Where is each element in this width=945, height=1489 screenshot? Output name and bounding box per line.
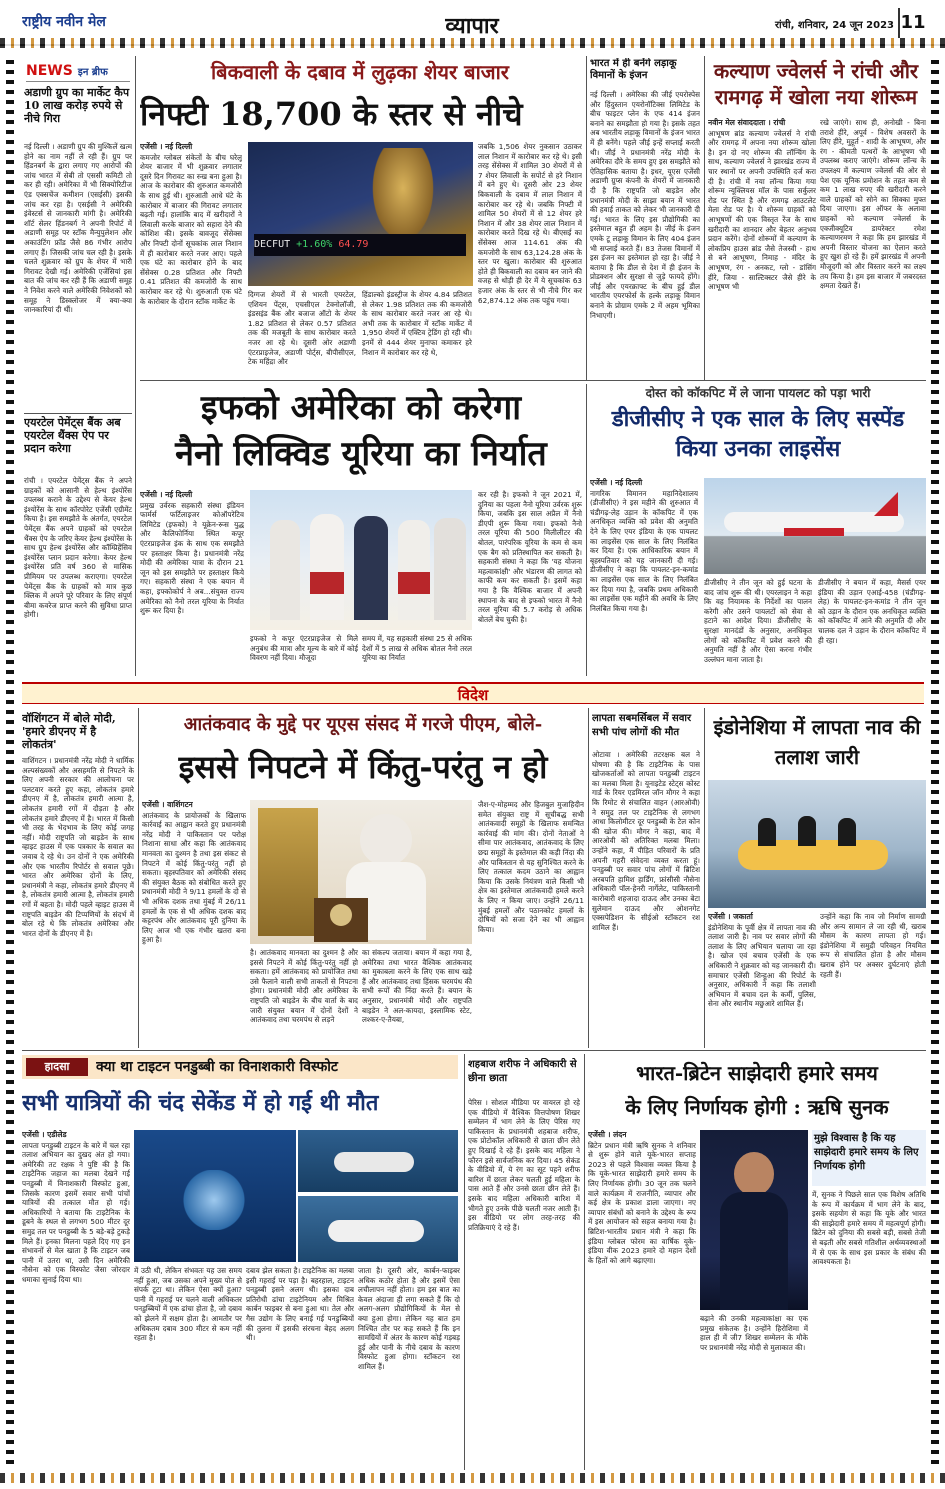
person-icon xyxy=(398,520,430,620)
dgca-kicker: दोस्त को कॉकपिट में ले जाना पायलट को पड़ा भारी xyxy=(645,386,871,400)
sunak-quote: मुझे विश्वास है कि यह साझेदारी हमारे समय के लिए निर्णायक होगी xyxy=(812,1130,926,1186)
sunak-caption: बढ़ाने की उनकी महत्वाकांक्षा का एक प्रमुख संकेतक है। उन्होंने हिरोशिमा में हाल ही में जी7 शिखर सम्मेलन के मौके पर प्रधानमंत्री नरेंद्र मोदी से मुलाकात की। xyxy=(700,1314,808,1352)
terror-body-2: है। आतंकवाद मानवता का दुश्मन है और इससे निपटने में कोई किंतु-परंतु नहीं हो सकता। हमें आतंकवाद को प्रायोजित तथा उसे फैलाने वाली सभी ताकतों से निपटना होगा। प्रधानमंत्री मोदी और अमेरिका के राष्ट्रपति जो बाइडेन के बीच वार्ता के बाद जारी संयुक्त बयान में दोनों देशों ने आतंकवाद तथा चरमपंथ से लड़ने xyxy=(250,948,358,1025)
indonesia-body-col1 xyxy=(708,912,816,1046)
dateline: रांची, शनिवार, 24 जून 2023 xyxy=(774,20,894,31)
dgca-headline: डीजीसीए ने एक साल के लिए सस्पेंड किया उनका लाइसेंस xyxy=(611,406,905,462)
indonesia-body-1: इंडोनेशिया के पूर्वी क्षेत्र में लापता नाव की तलाश जारी है। नाव पर सवार लोगों की तलाश के लिए अभियान चलाया जा रहा है। खोज एवं बचाव एजेंसी के एक अधिकारी ने शुक्रवार को यह जानकारी दी। समाचार एजेंसी शिन्हुआ की रिपोर्ट के अनुसार, अधिकारी ने कहा कि तलाशी अभियान में बचाव दल के कर्मी, पुलिस, सेना और स्थानीय मछुआरे शामिल हैं। xyxy=(708,922,816,1009)
person-icon xyxy=(270,520,300,620)
right-border xyxy=(931,54,939,1464)
dgca-body-2: डीजीसीए ने तीन जून को हुई घटना के बाद जांच शुरू की थी। एयरलाइन ने कहा कि वह नियामक के निर्देशों का पालन करेगी और उसने पायलटों को सेवा से हटाने का आदेश दिया। डीजीसीए के सुरक्षा मानदंडों के अनुसार, अनधिकृत लोगों को कॉकपिट में प्रवेश करने की अनुमति नहीं है और ऐसा करना गंभीर उल्लंघन माना जाता है। xyxy=(704,578,812,664)
terror-kicker: आतंकवाद के मुद्दे पर यूएस संसद में गरजे पीएम, बोले- xyxy=(183,714,543,735)
diver-icon xyxy=(798,816,816,846)
section-title: व्यापार xyxy=(445,13,499,38)
wing-icon xyxy=(784,528,844,536)
kalyan-byline: नवीन मेल संवाददाता । रांची xyxy=(708,118,786,127)
kalyan-body-1: आभूषण ब्रांड कल्याण ज्वेलर्स ने रांची और रामगढ़ में अपना नया शोरूम खोला है। इन दो नए शोरूम की लॉन्चिंग के साथ, कल्याण ज्वेलर्स ने झारखंड राज्य में चार स्थानों पर अपनी उपस्थिति दर्ज करा दी है। रांची में नया लॉन्च किया गया शोरूम न्यूक्लियस मॉल के पास सर्कुलर रोड पर स्थित है और रामगढ़ आउटलेट मेला रोड पर है। ये शोरूम ग्राहकों को आभूषणों की एक विस्तृत रेंज के साथ खरीदारी का शानदार और बेहतर अनुभव प्रदान करेंगे। दोनों शोरूमों में कल्याण के लोकप्रिय हाउस ब्रांड जैसे तेजस्वी - हाथ से बने आभूषण, निमाह - मंदिर के आभूषण, रंग - अनकट, ग्लो - डांसिंग हीरे, जिया - साल्टिक्स्टर जैसे हीरे के आभूषण भी xyxy=(708,128,816,292)
titan-body-3: दबाव झेल सकता है। टाइटैनिक का मलबा इसी गहराई पर पड़ा है। बहरहाल, टाइटन पनडुब्बी इसने अलग थी। इसका दाब प्रतिरोधी ढांचा टाइटेनियम और मिश्रित कार्बन फाइबर से बना हुआ था। तेल और गैस उद्योग के लिए बनाई गई पनडुब्बियों की तुलना में इसकी संरचना बेहद अलग थी। xyxy=(246,1266,354,1343)
submersible-photo-2 xyxy=(298,1130,458,1192)
sunak-body-col1 xyxy=(588,1130,696,1470)
urea-caption: इफको ने कपूर एंटरप्राइजेज से मिले अनुबंध की मात्रा और मूल्य के बारे में कोई विवरण नहीं दिया। मौजूदा xyxy=(250,634,358,663)
face-icon xyxy=(360,814,412,866)
submersible-headline: लापता सबमर्सिबल में सवार सभी पांच लोगों की मौत xyxy=(592,713,692,738)
titan-headline: सभी यात्रियों की चंद सेकेंड में हो गई थी मौत xyxy=(22,1090,379,1116)
indonesia-headline: इंडोनेशिया में लापता नाव की तलाश जारी xyxy=(713,715,921,769)
tail-fin-icon xyxy=(874,492,898,516)
market-body-3: हिंडाल्को इंडस्ट्रीज के शेयर 4.84 प्रतिशत से लेकर 1.98 प्रतिशत तक की कमजोरी के साथ कारोबार करते नजर आ रहे थे। अभी तक के कारोबार में स्टॉक मार्केट में 1,950 शेयरों में एक्टिव ट्रेडिंग हो रही थी। इनमें से 444 शेयर मुनाफा कमाकर हरे निशान में कारोबार कर रहे थे, xyxy=(362,290,472,357)
sunak-photo xyxy=(700,1130,808,1310)
washington-headline: वॉशिंगटन में बोले मोदी, 'हमारे डीएनए में है लोकतंत्र' xyxy=(22,712,116,751)
ticker-price: 64.79 xyxy=(338,239,369,250)
kalyan-body-2: रखे जाएंगे। साथ ही, अनोखी - बिना तराशे हीरे, अपूर्व - विशेष अवसरों के लिए हीरे, मुहूर्त - शादी के आभूषण, और रंग - कीमती पत्थरों के आभूषण भी उपलब्ध कराए जाएंगे। शोरूम लॉन्च के उपलक्ष्य में कल्याण ज्वेलर्स की ओर से पेश एक यूनिक प्रमोशन के तहत कम से कम 1 लाख रुपए की खरीदारी करने वाले ग्राहकों को सोने का सिक्का मुफ्त दिया जाएगा। इस ऑफर के अलावा ग्राहकों को कल्याण ज्वेलर्स के एक्जीक्यूटिव डायरेक्टर रमेश कल्याणरमण ने कहा कि हम झारखंड में अपनी विस्तार योजना का ऐलान करते हुए खुश हो रहे हैं। हमें झारखंड में अपनी मौजूदगी को और विस्तार करने का लक्ष्य तय किया है। हम इस बाजार में जबरदस्त क्षमता देखते हैं। xyxy=(820,118,926,291)
brief-body-airtel: रांची । एयरटेल पेमेंट्स बैंक ने अपने ग्राहकों को आसानी से हेल्थ इंश्योरेंस उपलब्ध कराने के उद्देश्य से केयर हेल्थ इंश्योरेंस के साथ कॉरपोरेट एजेंसी एग्रीमेंट किया है। इस समझौते के अंतर्गत, एयरटेल पेमेंट्स बैंक अपने ग्राहकों को एयरटेल थैंक्स ऐप के जरिए केयर हेल्थ इंश्योरेंस के साथ ग्रुप हेल्थ इंश्योरेंस और कॉम्प्रिहेंसिव इंश्योरेंस प्लान प्रदान करेगा। केयर हेल्थ इंश्योरेंस प्रति वर्ष 360 से मासिक प्रीमियम पर उपलब्ध कराएगा। एयरटेल पेमेंट्स बैंक के ग्राहकों को मात्र कुछ क्लिक में अपने पूरे परिवार के लिए संपूर्ण बीमा कवरेज प्राप्त करने की सुविधा प्राप्त होगी। xyxy=(24,476,132,620)
market-body-4: जबकि 1,506 शेयर नुकसान उठाकर लाल निशान में कारोबार कर रहे थे। इसी तरह सेंसेक्स में शामिल 30 शेयरों में से 7 शेयर लिवाली के सपोर्ट से हरे निशान में बने हुए थे। दूसरी ओर 23 शेयर बिकवाली के दबाव में लाल निशान में कारोबार कर रहे थे। जबकि निफ्टी में शामिल 50 शेयरों में से 12 शेयर हरे निशान में और 38 शेयर लाल निशान में कारोबार करते दिख रहे थे। बीएसई का सेंसेक्स आज 114.61 अंक की कमजोरी के साथ 63,124.28 अंक के स्तर पर खुला। कारोबार की शुरुआत होते ही बिकवाली का दबाव बन जाने की वजह से थोड़ी ही देर में ये सूचकांक 63 हजार अंक के स्तर से भी नीचे गिर कर 62,874.12 अंक तक पहुंच गया। xyxy=(478,142,582,305)
news-brief-label xyxy=(26,60,130,82)
person-icon xyxy=(720,1192,788,1310)
masthead: राष्ट्रीय नवीन मेल xyxy=(22,14,106,30)
column-rule xyxy=(138,708,139,1048)
market-byline: एजेंसी । नई दिल्ली xyxy=(140,142,193,151)
brief-headline-airtel: एयरटेल पेमेंट्स बैंक अब एयरटेल थैंक्स ऐप पर प्रदान करेगा xyxy=(24,416,121,455)
terror-body-4: जैश-ए-मोहम्मद और हिजबुल मुजाहिदीन समेत संयुक्त राष्ट्र में सूचीबद्ध सभी आतंकवादी समूहों के खिलाफ समन्वित कार्रवाई की मांग की। दोनों नेताओं ने सीमा पार आतंकवाद, आतंकवाद के लिए छद्म समूहों के इस्तेमाल की कड़ी निंदा की और पाकिस्तान से यह सुनिश्चित करने के लिए तत्काल कदम उठाने का आह्वान किया कि उसके नियंत्रण वाले किसी भी क्षेत्र का इस्तेमाल आतंकवादी हमले करने के लिए न किया जाए। उन्होंने 26/11 मुंबई हमलों और पठानकोट हमलों के दोषियों को सजा देने का भी आह्वान किया। xyxy=(478,800,584,934)
curtain-icon xyxy=(258,808,318,936)
air-india-plane-photo xyxy=(704,478,926,574)
market-body-col1 xyxy=(140,142,242,374)
urea-body-2: समय में, यह सहकारी संस्था 25 से अधिक देशों में 5 लाख से अधिक बोतल नैनो तरल यूरिया का निर्यात xyxy=(362,634,472,663)
urea-body-col1 xyxy=(140,490,244,672)
left-border xyxy=(6,54,14,1464)
diver-icon xyxy=(758,818,776,846)
titan-body-2: में उठी थी, लेकिन संभवतः यह उस समय नहीं हुआ, जब उसका अपने मुख्य पोत से संपर्क टूटा था। लेकिन ऐसा क्यों हुआ? पानी में गहराई पर चलने वाली अधिकतर पनडुब्बियों में एक ढांचा होता है, जो दबाव को झेलने में सक्षम होता है। आमतौर पर अधिकतम दबाव 300 मीटर से कम नहीं रहता है। xyxy=(134,1266,242,1343)
titan-body-1: लापता पनडुब्बी टाइटन के बारे में चल रहा तलाश अभियान का दुखद अंत हो गया। अमेरिकी तट रक्षक ने पुष्टि की है कि टाइटैनिक जहाज का मलबा देखने गई पनडुब्बी में विनाशकारी विस्फोट हुआ, जिसके कारण इसमें सवार सभी पांचों यात्रियों की तत्काल मौत हो गई। अधिकारियों ने बताया कि टाइटैनिक के डूबने के स्थल से लगभग 500 मीटर दूर समुद्र तल पर पनडुब्बी के 5 बड़े-बड़े टुकड़े मिले हैं। इनका मिलना पहले दिए गए इन संभावनों से मेल खाता है कि टाइटन जब पानी में उतरा था, उसी दिन अमेरिकी नौसेना को एक विस्फोट जैसा जोरदार धमाका सुनाई दिया था। xyxy=(22,1140,130,1284)
sunak-headline-1: भारत-ब्रिटेन साझेदारी हमारे समय xyxy=(636,1061,878,1085)
face-icon xyxy=(734,1152,774,1196)
ticker-label: DECFUT xyxy=(254,239,291,250)
dgca-byline: एजेंसी । नई दिल्ली xyxy=(590,478,643,487)
submarine-icon xyxy=(328,1220,424,1242)
terror-body-1: आतंकवाद के प्रायोजकों के खिलाफ कार्रवाई का आह्वान करते हुए प्रधानमंत्री नरेंद्र मोदी ने पाकिस्तान पर परोक्ष निशाना साधा और कहा कि आतंकवाद मानवता का दुश्मन है तथा इस संकट से निपटने में कोई किंतु-परंतु नहीं हो सकता। बृहस्पतिवार को अमेरिकी संसद की संयुक्त बैठक को संबोधित करते हुए प्रधानमंत्री मोदी ने 9/11 हमलों के दो से भी अधिक दशक तथा मुंबई में 26/11 हमलों के एक से भी अधिक दशक बाद कट्टरपंथ और आतंकवाद पूरी दुनिया के लिए आज भी एक गंभीर खतरा बना हुआ है। xyxy=(142,810,246,945)
indonesia-byline: एजेंसी । जकार्ता xyxy=(708,912,753,921)
dgca-body-col1 xyxy=(590,478,698,674)
divider xyxy=(22,1050,926,1051)
column-rule xyxy=(464,1054,465,1470)
page-number: 11 xyxy=(898,8,926,38)
pakistan-headline: शहबाज शरीफ ने अधिकारी से छीना छाता xyxy=(468,1059,577,1084)
bubbles-icon xyxy=(174,1170,254,1230)
column-rule xyxy=(586,384,587,676)
modi-address-photo xyxy=(250,800,472,944)
column-rule xyxy=(588,708,589,1048)
column-rule xyxy=(586,56,587,380)
column-rule xyxy=(584,1054,585,1470)
urea-body-3: कर रही है। इफको ने जून 2021 में, दुनिया का पहला नैनो यूरिया उर्वरक शुरू किया, जबकि इस साल अप्रैल में नैनो डीएपी शुरू किया गया। इफको नैनो तरल यूरिया की 500 मिलीलीटर की बोतल, पारंपरिक यूरिया के कम से कम एक बैग को प्रतिस्थापित कर सकती है। सहकारी संस्था ने कहा कि 'यह योजना महत्वाकांक्षी' और भंडारण की लागत को काफी कम कर सकती है। इसमें कहा गया है कि वैश्विक बाजार में अपनी स्थापना के बाद से इफको भारत में नैनो तरल यूरिया की 5.7 करोड़ से अधिक बोतलें बेच चुकी है। xyxy=(478,490,582,624)
ticker-strip xyxy=(254,234,466,256)
bull-statue-icon xyxy=(368,148,438,248)
aircraft-body: नई दिल्ली । अमेरिका की जीई एयरोस्पेस और हिंदुस्तान एयरोनॉटिक्स लिमिटेड के बीच फाइटर प्लेन के एफ 414 इंजन बनाने का समझौता हो गया है। इसके तहत अब भारतीय लड़ाकू विमानों के इंजन भारत में ही बनेंगे। पहले जीई इन्हें सप्लाई करती थी। जीई ने प्रधानमंत्री नरेंद्र मोदी के अमेरिका दौरे के समय हुए इस समझौते को ऐतिहासिक बताया है। इधर, यूएस एजेंसी अडाणी ग्रुप्स कंपनी के शेयरों में जानकारी दी है कि राष्ट्रपति जो बाइडेन और प्रधानमंत्री मोदी के साझा बयान में भारत की हवाई ताकत को लेकर भी जानकारी दी गई। भारत के लिए इस प्रौद्योगिकी का इस्तेमाल बहुत ही अहम है। जीई के इंजन एमके टू लड़ाकू विमान के लिए 404 इंजन भी सप्लाई करते हैं। 83 तेजस विमानों में इस इंजन का इस्तेमाल हो रहा है। जीई ने बताया है कि डील से देश में ही इंजन के प्रोडक्शन और सुरक्षा से जुड़े फायदे होंगे। जीई और एयरक्राफ्ट के बीच हुई डील भारतीय एयरफोर्स के हल्के लड़ाकू विमान बनाने के प्रोग्राम एमके 2 में अहम भूमिका निभाएगी। xyxy=(590,90,700,320)
videsh-section-band xyxy=(22,682,924,704)
submarine-icon xyxy=(334,1152,414,1172)
market-kicker: बिकवाली के दबाव में लुढ़का शेयर बाजार xyxy=(211,60,509,84)
videsh-label: विदेश xyxy=(457,686,489,704)
person-icon xyxy=(310,514,344,620)
bottom-border xyxy=(0,1473,945,1483)
stock-market-photo xyxy=(248,142,473,286)
terror-body-col1 xyxy=(142,800,246,1046)
diver-icon xyxy=(838,818,856,846)
rescue-boat-photo xyxy=(708,780,926,908)
column-rule xyxy=(704,56,705,380)
titan-tag: हादसा xyxy=(26,1058,88,1076)
urea-headline-2: नैनो लिक्विड यूरिया का निर्यात xyxy=(175,434,547,474)
kalyan-body-col1 xyxy=(708,118,816,376)
person-icon xyxy=(434,518,466,620)
urea-headline-1: इफको अमेरिका को करेगा xyxy=(200,388,522,428)
submersible-body: ओटावा । अमेरिकी तटरक्षक बल ने घोषणा की है कि टाइटैनिक के पास खोजकर्ताओं को लापता पनडुब्बी टाइटन का मलबा मिला है। यूनाइटेड स्टेट्स कोस्ट गार्ड के रियर एडमिरल जॉन मौगर ने कहा कि रिमोट से संचालित वाहन (आरओवी) ने समुद्र तल पर टाइटैनिक से लगभग आधा किलोमीटर दूर पनडुब्बी के टेल कोन की खोज की। मौगर ने कहा, बाद में आरओवी को अतिरिक्त मलबा मिला। उन्होंने कहा, मैं पीड़ित परिवारों के प्रति अपनी गहरी संवेदना व्यक्त करता हूं। पनडुब्बी पर सवार पांच लोगों में ब्रिटिश अरबपति हामिश हार्डिंग, फ्रांसीसी नौसेना अधिकारी पॉल-हेनरी नार्गेलेट, पाकिस्तानी कारोबारी शहजादा दाऊद और उनका बेटा सुलेमान दाऊद और ओशनगेट एक्सपेडिशन के सीईओ स्टॉकटन रश शामिल हैं। xyxy=(592,750,700,932)
divider xyxy=(140,380,926,381)
washington-body: वाशिंगटन । प्रधानमंत्री नरेंद्र मोदी ने धार्मिक अल्पसंख्यकों और असहमति से निपटने के लिए अपनी सरकार की आलोचना पर पलटवार करते हुए कहा, लोकतंत्र हमारे डीएनए में है, लोकतंत्र हमारी आत्मा है, लोकतंत्र हमारी रगों में दौड़ता है और लोकतंत्र हमारे डीएनए में है। भारत में किसी भी तरह के भेदभाव के लिए कोई जगह नहीं। मोदी राष्ट्रपति जो बाइडेन के साथ व्हाइट हाउस में एक पत्रकार के सवाल का जवाब दे रहे थे। उन दोनों ने एक अमेरिकी और एक भारतीय रिपोर्टर से सवाल पूछे। भारत और अमेरिका दोनों के लिए, प्रधानमंत्री ने कहा, लोकतंत्र हमारे डीएनए में है, लोकतंत्र हमारी आत्मा है, लोकतंत्र हमारी रगों में बहता है। मोदी पहले व्हाइट हाउस में राष्ट्रपति बाइडेन की टिप्पणियों के संदर्भ में बोल रहे थे कि लोकतंत्र अमेरिका और भारत दोनों के डीएनए में है। xyxy=(22,756,134,938)
kalyan-headline: कल्याण ज्वेलर्स ने रांची और रामगढ़ में खोला नया शोरूम xyxy=(713,59,919,109)
seal-icon xyxy=(330,904,352,926)
sunak-body-2: में, सुनक ने पिछले साल एक विशेष अतिथि के रूप में कार्यक्रम में भाग लेने के बाद, इसके सहयोग से कहा कि यूके और भारत की साझेदारी हमारे समय में महत्वपूर्ण होगी। ब्रिटेन को दुनिया की सबसे बड़ी, सबसे तेजी से बढ़ती और सबसे गतिशील अर्थव्यवस्थाओं में से एक के साथ इस प्रकार के संबंध की आवश्यकता है। xyxy=(812,1190,926,1267)
brief-label: इन ब्रीफ xyxy=(77,67,108,78)
top-border xyxy=(0,38,945,48)
market-body-2: दिग्गज शेयरों में से भारती एयरटेल, एशियन पेंट्स, एचसीएल टेक्नोलॉजी, इंडसइंड बैंक और बजाज ऑटो के शेयर 1.82 प्रतिशत से लेकर 0.57 प्रतिशत तक की मजबूती के साथ कारोबार करते नजर आ रहे थे। दूसरी ओर अडाणी एंटरप्राइजेज, अडाणी पोर्ट्स, बीपीसीएल, टेक महिंद्रा और xyxy=(248,290,356,367)
iffco-signing-photo xyxy=(250,490,472,630)
urea-byline: एजेंसी । नई दिल्ली xyxy=(140,490,193,499)
person-icon xyxy=(354,516,388,620)
underwater-submersible-photo xyxy=(134,1130,296,1262)
brief-body-adani: नई दिल्ली । अडाणी ग्रुप की मुश्किलें खत्म होने का नाम नहीं ले रही हैं। ग्रुप पर हिंडनबर्ग के द्वारा लगाए गए आरोपों की जांच भारत में सेबी तो एससी कमिटी तो कर ही रही। अमेरिका में भी सिक्योरिटीज एंड एक्सचेंज कमीशन (एसईसी) इसकी जांच कर रहा है। एसईसी ने अमेरिकी इंवेस्टर्स से जानकारी मांगी है। अमेरिकी शॉर्ट सेलर हिंडनबर्ग ने अपनी रिपोर्ट में अडाणी समूह पर स्टॉक मैन्युपुलेशन और अकाउंटिंग फ्रॉड जैसे 86 गंभीर आरोप लगाए हैं। जिसकी जांच चल रही है। इसके चलते शुक्रवार को ग्रुप के शेयर में भारी गिरावट देखी गई। अमेरिकी एजेंसियां इस बात की जांच कर रही हैं कि अडाणी समूह ने निवेश करने वाले अमेरिकी निवेशकों को समूह ने डिस्क्लोजर में क्या-क्या जानकारियां दी थीं। xyxy=(24,142,132,315)
submersible-photo-3 xyxy=(298,1196,458,1262)
ticker-change: +1.60% xyxy=(296,239,333,250)
titan-kicker: क्या था टाइटन पनडुब्बी का विनाशकारी विस्फोट xyxy=(96,1059,338,1075)
dgca-body-3: डीजीसीए ने बयान में कहा, मैसर्स एयर इंडिया की उड़ान एआई-458 (चंडीगढ़-लेह) के पायलट-इन-कमांड ने तीन जून को उड़ान के दौरान एक अनधिकृत व्यक्ति को कॉकपिट में आने की अनुमति दी और चालक दल ने उड़ान के दौरान कॉकपिट में ही रहा। xyxy=(818,578,926,645)
titan-byline: एजेंसी । एडीलेड xyxy=(22,1130,67,1139)
dgca-body-1: नागरिक विमानन महानिदेशालय (डीजीसीए) ने इस महीने की शुरुआत में चंडीगढ़-लेह उड़ान के कॉकपिट में एक अनधिकृत व्यक्ति को प्रवेश की अनुमति देने के लिए एयर इंडिया के एक पायलट का लाइसेंस एक साल के लिए निलंबित कर दिया है। एक आधिकारिक बयान में बृहस्पतिवार को यह जानकारी दी गई। डीजीसीए ने कहा कि पायलट-इन-कमांड का लाइसेंस एक साल के लिए निलंबित कर दिया गया है, जबकि प्रथम अधिकारी का लाइसेंस एक महीने की अवधि के लिए निलंबित किया गया है। xyxy=(590,488,698,613)
market-headline: निफ्टी 18,700 के स्तर से नीचे xyxy=(140,95,523,133)
titan-body-col1 xyxy=(22,1130,130,1470)
terror-headline: इससे निपटने में किंतु-परंतु न हो xyxy=(178,748,548,786)
column-rule xyxy=(704,708,705,1048)
divider xyxy=(24,413,132,414)
sunak-byline: एजेंसी । लंदन xyxy=(588,1130,627,1139)
agreement-folder-icon xyxy=(310,572,344,594)
agreement-folder-icon xyxy=(398,572,430,594)
indonesia-body-2: उन्होंने कहा कि नाव जो निर्माण सामग्री और अन्य सामान ले जा रही थी, खराब मौसम के कारण लापता हो गई। इंडोनेशिया में समुद्री परिवहन नियमित रूप से संचालित होता है और मौसम खराब होने पर अक्सर दुर्घटनाएं होती रहती हैं। xyxy=(820,912,926,979)
market-body-1: कमजोर ग्लोबल संकेतों के बीच घरेलू शेयर बाजार में भी शुक्रवार लगातार दूसरे दिन गिरावट का रुख बना हुआ है। आज के कारोबार की शुरुआत कमजोरी के साथ हुई थी। शुरुआती आधे घंटे के कारोबार में बाजार की गिरावट लगातार बढ़ती गई। हालांकि बाद में खरीदारों ने लिवाली करके बाजार को सहारा देने की कोशिश की। इसके बावजूद सेंसेक्स और निफ्टी दोनों सूचकांक लाल निशान में ही कारोबार करते नजर आए। पहले एक घंटे का कारोबार होने के बाद सेंसेक्स 0.28 प्रतिशत और निफ्टी 0.41 प्रतिशत की कमजोरी के साथ कारोबार कर रहे थे। शुरुआती एक घंटे के कारोबार के दौरान स्टॉक मार्केट के xyxy=(140,152,242,306)
titan-body-4: जाता है। दूसरी ओर, कार्बन-फाइबर अधिक कठोर होता है और इसमें ऐसा लचीलापन नहीं होता। हम इस बात का केवल अंदाजा ही लगा सकते हैं कि दो अलग-अलग प्रौद्योगिकियों के मेल से क्या हुआ होगा। लेकिन यह बात हम निश्चित तौर पर कह सकते हैं कि इन सामग्रियों में अंतर के कारण कोई गड़बड़ हुई और पानी के नीचे दबाव के कारण विस्फोट हुआ होगा। स्टॉकटन रश शामिल हैं। xyxy=(358,1266,460,1371)
column-rule xyxy=(135,56,136,676)
terror-byline: एजेंसी । वाशिंगटन xyxy=(142,800,193,809)
pakistan-body: पेरिस । सोशल मीडिया पर वायरल हो रहे एक वीडियो में वैश्विक वित्तपोषण शिखर सम्मेलन में भाग लेने के लिए पेरिस गए पाकिस्तान के प्रधानमंत्री शहबाज शरीफ, एक प्रोटोकॉल अधिकारी से छाता छीन लेते हुए दिखाई दे रहे हैं। इसके बाद महिला ने फौरन इसे सार्वजनिक कर दिया। 45 सेकंड के वीडियो में, ये रंग का सूट पहने शरीफ बारिश में छाता लेकर चलती हुई महिला के पास आते हैं और उनसे छाता छीन लेते हैं। इसके बाद महिला अधिकारी बारिश में भीगते हुए उनके पीछे चलती नजर आती हैं। इस वीडियो पर लोग तरह-तरह की प्रतिक्रियाएं दे रहे हैं। xyxy=(468,1098,580,1232)
aircraft-headline: भारत में ही बनेंगे लड़ाकू विमानों के इंजन xyxy=(590,58,677,81)
urea-body-1: प्रमुख उर्वरक सहकारी संस्था इंडियन फार्मर्स फर्टिलाइजर कोऑपरेटिव लिमिटेड (इफको) ने यूक्रेन-रूस युद्ध और कैलिफोर्निया स्थित कपूर एंटरप्राइजेज इंक के साथ एक समझौते पर हस्ताक्षर किया है। प्रधानमंत्री नरेंद्र मोदी की अमेरिका यात्रा के दौरान 21 जून को इस समझौते पर हस्ताक्षर किये गए। सहकारी संस्था ने एक बयान में कहा, इफ्कोकोर्प ने अब...संयुक्त राज्य अमेरिका को नैनो तरल यूरिया के निर्यात शुरू कर दिया है। xyxy=(140,500,244,616)
terror-body-3: का संकल्प जताया। बयान में कहा गया है, अमेरिका तथा भारत वैश्विक आतंकवाद का मुकाबला करने के लिए एक साथ खड़े हैं और आतंकवाद तथा हिंसक चरमपंथ की सभी रूपों की निंदा करते हैं। बयान के अनुसार, प्रधानमंत्री मोदी और राष्ट्रपति बाइडेन ने अल-कायदा, इस्लामिक स्टेट, लश्कर-ए-तैयबा, xyxy=(362,948,472,1025)
brief-headline-adani: अडाणी ग्रुप का मार्केट कैप 10 लाख करोड़ रुपये से नीचे गिरा xyxy=(24,86,130,125)
sunak-headline-2: के लिए निर्णायक होगी : ऋषि सुनक xyxy=(625,1095,889,1119)
news-label: NEWS xyxy=(26,63,73,79)
sunak-body-1: ब्रिटेन प्रधान मंत्री ऋषि सुनक ने शनिवार से शुरू होने वाले यूके-भारत सप्ताह 2023 से पहले विश्वास व्यक्त किया है कि यूके-भारत साझेदारी हमारे समय के लिए निर्णायक होगी। 30 जून तक चलने वाले कार्यक्रम में राजनीति, व्यापार और कई क्षेत्र के प्रकाश डाला जाएगा। नए व्यापार संबंधों को बनाने के उद्देश्य के रूप में इस आयोजन को सहज बनाया गया है। ब्रिटिश-भारतीय प्रधान मंत्री ने कहा कि इंडिया ग्लोबल फोरम का वार्षिक यूके-इंडिया वीक 2023 हमारे दो महान देशों के हितों को आगे बढ़ाएगा। xyxy=(588,1140,696,1265)
